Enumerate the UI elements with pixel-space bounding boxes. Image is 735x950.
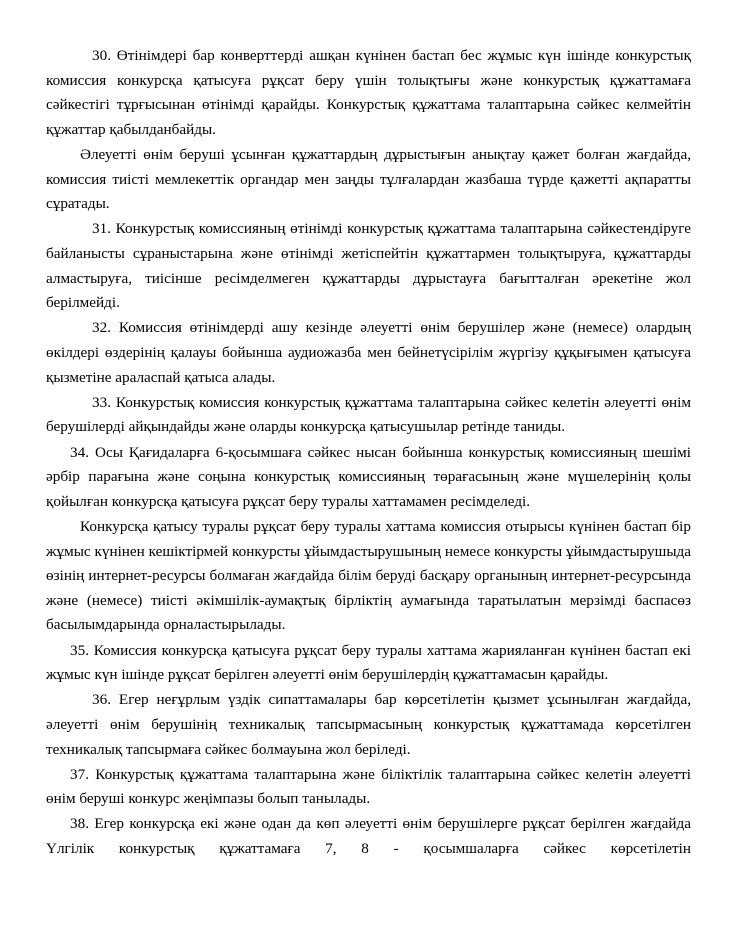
paragraph-37: 37. Конкурстық құжаттама талаптарына және біліктілік талаптарына сәйкес келетін әлеуетті өнім беруші конкурс жеңімпазы болып танылады. [46,765,691,808]
paragraph-protocol-publication: Конкурсқа қатысу туралы рұқсат беру туралы хаттама комиссия отырысы күнінен бастап бір жұмыс күнінен кешіктірмей конкурсты ұйымдастырушының немесе конкурсты ұйымдастырушыда өзінің интернет-ресурсы болмаған жағдайда білім беруді басқару органының интернет-ресурсында және (немесе) тиісті әкімшілік-аумақтық бірліктің аумағында таратылатын мерзімді баспасөз басылымдарында орналастырылады. [46,517,691,634]
document-body [46,44,691,862]
paragraph-potential-supplier: Әлеуетті өнім беруші ұсынған құжаттардың дұрыстығын анықтау қажет болған жағдайда, комиссия тиісті мемлекеттік органдар мен заңды тұлғалардан жазбаша түрде қажетті ақпаратты сұратады. [46,146,691,213]
paragraph-35: 35. Комиссия конкурсқа қатысуға рұқсат беру туралы хаттама жарияланған күнінен бастап екі жұмыс күн ішінде рұқсат берілген әлеуетті өнім берушілердің құжаттамасын қарайды. [46,641,691,684]
paragraph-33: 33. Конкурстық комиссия конкурстық құжаттама талаптарына сәйкес келетін әлеуетті өнім берушілерді айқындайды және оларды конкурсқа қатысушылар ретінде таниды. [46,393,691,436]
paragraph-32: 32. Комиссия өтінімдерді ашу кезінде әлеуетті өнім берушілер және (немесе) олардың өкілдері өздерінің қалауы бойынша аудиожазба мен бейнетүсірілім жүргізу құқығымен қатысуға қызметіне араласпай қатыса алады. [46,319,691,386]
paragraph-31: 31. Конкурстық комиссияның өтінімді конкурстық құжаттама талаптарына сәйкестендіруге байланысты сұраныстарына және өтінімді жетіспейтін құжаттармен толықтыруға, құжаттарды алмастыруға, тиісінше ресімделмеген құжаттарды дұрыстауға бағытталған әрекетіне жол берілмейді. [46,220,691,312]
paragraph-30: 30. Өтінімдері бар конверттерді ашқан күнінен бастап бес жұмыс күн ішінде конкурстық комиссия конкурсқа қатысуға рұқсат беру үшін толықтығы және конкурстық құжаттамаға сәйкестігі тұрғысынан өтінімді қарайды. Конкурстық құжаттама талаптарына сәйкес келмейтін құжаттар қабылданбайды. [46,47,691,138]
paragraph-36: 36. Егер неғұрлым үздік сипаттамалары бар көрсетілетін қызмет ұсынылған жағдайда, әлеуетті өнім берушінің техникалық тапсырмасының конкурстық құжаттамада көрсетілген техникалық тапсырмаға сәйкес болмауына жол беріледі. [46,691,691,758]
paragraph-34: 34. Осы Қағидаларға 6-қосымшаға сәйкес нысан бойынша конкурстық комиссияның шешімі әрбір парағына және соңына конкурстық комиссияның төрағасының және мүшелерінің қолы қойылған конкурсқа қатысуға рұқсат беру туралы хаттамамен ресімделеді. [46,443,691,510]
paragraph-38: 38. Егер конкурсқа екі және одан да көп әлеуетті өнім берушілерге рұқсат берілген жағдайда Үлгілік конкурстық құжаттамаға 7, 8 - қосымшаларға сәйкес көрсетілетін [46,815,691,857]
